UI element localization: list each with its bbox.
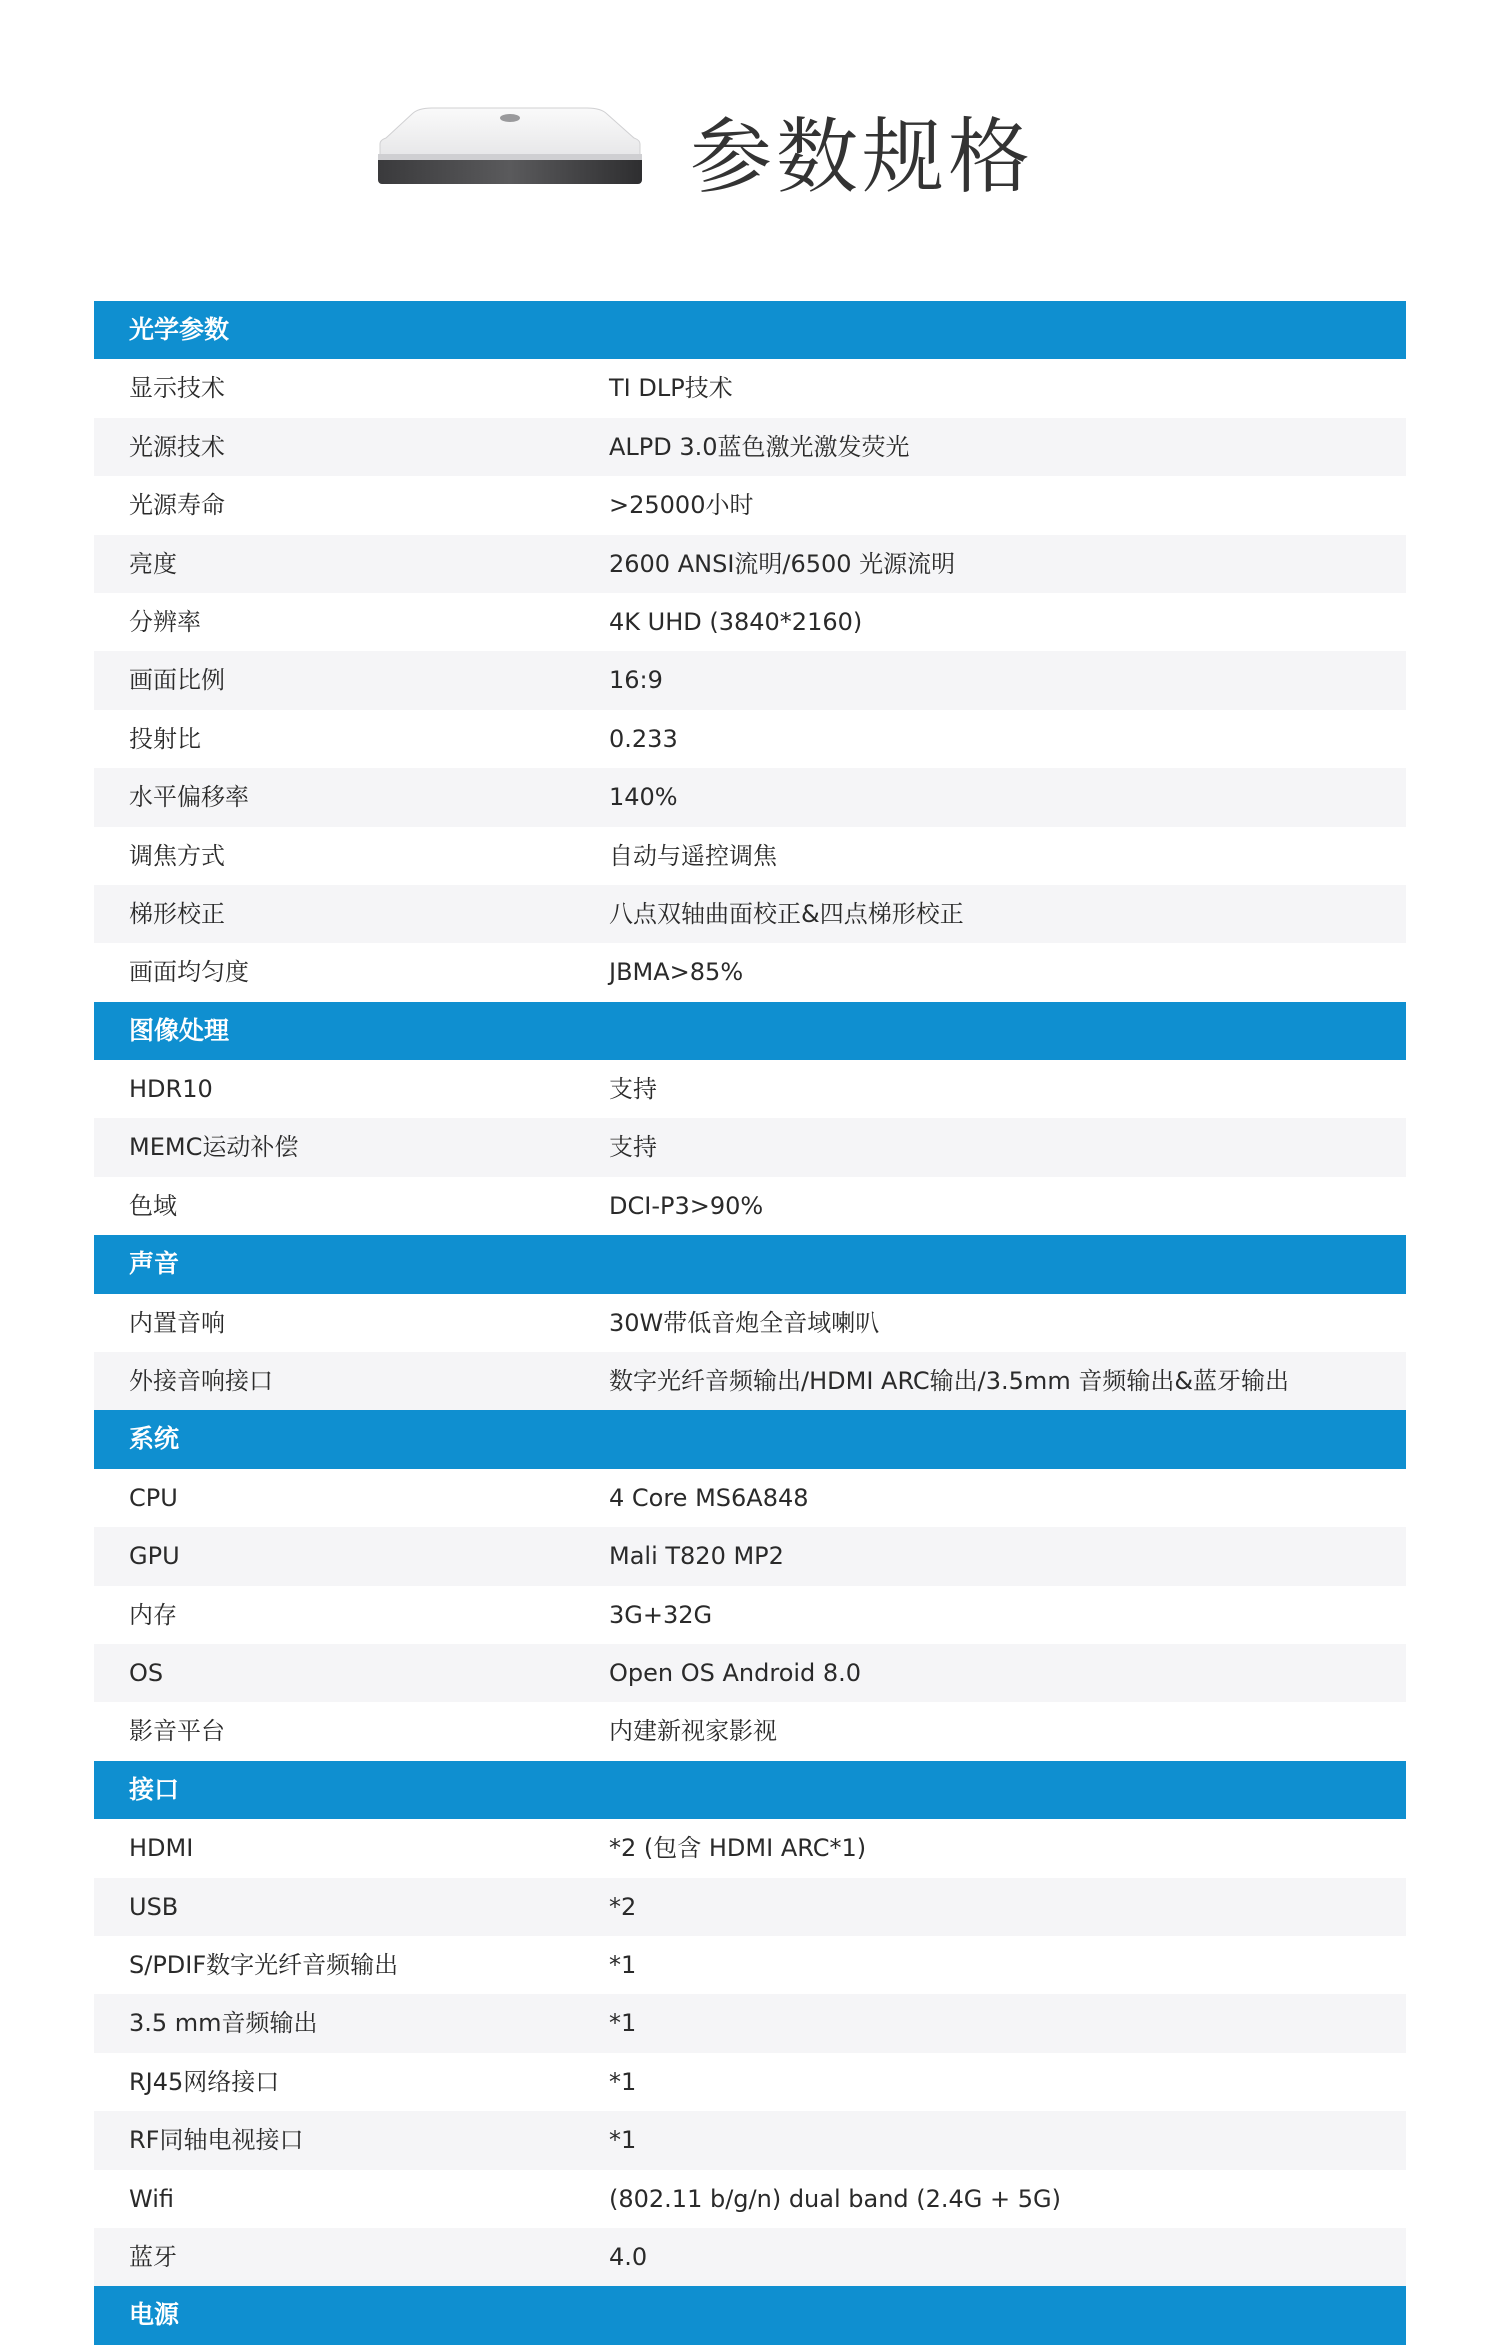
spec-row [94,2170,1406,2228]
spec-label: CPU [129,1483,178,1512]
section-header [94,1235,1406,1293]
section-header [94,301,1406,359]
spec-label: 内置音响 [129,1308,225,1337]
page-title: 参数规格 [690,110,1035,205]
spec-row [94,476,1406,534]
spec-value: *2 (包含 HDMI ARC*1) [609,1834,867,1863]
spec-row [94,885,1406,943]
spec-value: 4 Core MS6A848 [609,1483,809,1512]
spec-label: 水平偏移率 [129,783,249,812]
spec-value: Mali T820 MP2 [609,1542,784,1571]
spec-label: 3.5 mm音频输出 [129,2009,318,2038]
spec-row [94,1352,1406,1410]
spec-row [94,1527,1406,1585]
spec-row [94,1936,1406,1994]
spec-value: 140% [609,783,678,812]
spec-label: RF同轴电视接口 [129,2126,304,2155]
spec-label: 色域 [129,1191,177,1220]
spec-value: 16:9 [609,666,663,695]
spec-label: HDMI [129,1834,194,1863]
spec-row [94,1060,1406,1118]
spec-row [94,535,1406,593]
spec-value: *1 [609,2067,637,2096]
spec-label: 亮度 [129,549,177,578]
spec-table [94,301,1406,2345]
spec-value: 2600 ANSI流明/6500 光源流明 [609,549,956,578]
spec-value: *2 [609,1892,637,1921]
spec-value: 数字光纤音频输出/HDMI ARC输出/3.5mm 音频输出&蓝牙输出 [609,1367,1290,1396]
spec-label: Wifi [129,2184,174,2213]
spec-value: *1 [609,1950,637,1979]
spec-row [94,1469,1406,1527]
spec-label: 调焦方式 [129,841,225,870]
spec-value: *1 [609,2126,637,2155]
section-header [94,1410,1406,1468]
spec-value: 3G+32G [609,1600,713,1629]
spec-row [94,2228,1406,2286]
spec-label: 分辨率 [129,607,201,636]
spec-row [94,768,1406,826]
spec-value: 八点双轴曲面校正&四点梯形校正 [609,899,964,928]
spec-row [94,2111,1406,2169]
spec-label: 影音平台 [129,1717,225,1746]
section-title: 图像处理 [129,1015,230,1045]
spec-value: Open OS Android 8.0 [609,1658,862,1687]
spec-label: 投射比 [129,724,201,753]
spec-value: 自动与遥控调焦 [609,841,777,870]
spec-value: *1 [609,2009,637,2038]
spec-row [94,1644,1406,1702]
section-title: 声音 [129,1249,180,1279]
spec-row [94,1819,1406,1877]
spec-row [94,418,1406,476]
spec-label: S/PDIF数字光纤音频输出 [129,1950,399,1979]
spec-row [94,943,1406,1001]
section-title: 电源 [129,2300,180,2330]
spec-value: >25000小时 [609,491,754,520]
spec-label: GPU [129,1542,180,1571]
section-header [94,2286,1406,2344]
section-title: 光学参数 [129,315,230,344]
page-header [0,0,1500,300]
spec-row [94,651,1406,709]
spec-label: OS [129,1658,164,1687]
spec-value: ALPD 3.0蓝色激光激发荧光 [609,432,910,461]
spec-value: TI DLP技术 [609,374,733,403]
spec-label: 内存 [129,1600,177,1629]
spec-value: 4.0 [609,2242,648,2271]
spec-label: 外接音响接口 [129,1367,273,1396]
spec-value: JBMA>85% [609,958,744,987]
spec-row [94,827,1406,885]
spec-label: 光源技术 [129,432,225,461]
spec-row [94,1994,1406,2052]
spec-label: 画面均匀度 [129,958,249,987]
spec-row [94,2053,1406,2111]
spec-label: HDR10 [129,1075,213,1104]
spec-label: 梯形校正 [129,899,225,928]
spec-row [94,1878,1406,1936]
spec-row [94,359,1406,417]
spec-value: (802.11 b/g/n) dual band (2.4G + 5G) [609,2184,1062,2213]
spec-label: RJ45网络接口 [129,2067,280,2096]
spec-label: MEMC运动补偿 [129,1133,299,1162]
spec-label: 画面比例 [129,666,225,695]
spec-value: 4K UHD (3840*2160) [609,607,863,636]
spec-row [94,1118,1406,1176]
spec-label: USB [129,1892,179,1921]
spec-row [94,710,1406,768]
section-title: 接口 [129,1774,180,1804]
section-header [94,1002,1406,1060]
section-title: 系统 [129,1424,180,1454]
spec-value: 支持 [609,1133,657,1162]
spec-row [94,593,1406,651]
spec-value: 0.233 [609,724,678,753]
spec-label: 蓝牙 [129,2242,177,2271]
projector-image [372,104,647,190]
spec-value: DCI-P3>90% [609,1191,764,1220]
spec-row [94,1702,1406,1760]
spec-row [94,1294,1406,1352]
spec-value: 内建新视家影视 [609,1717,777,1746]
spec-row [94,1586,1406,1644]
spec-label: 显示技术 [129,374,225,403]
spec-label: 光源寿命 [129,491,225,520]
spec-value: 支持 [609,1075,657,1104]
section-header [94,1761,1406,1819]
spec-row [94,1177,1406,1235]
spec-value: 30W带低音炮全音域喇叭 [609,1308,880,1337]
